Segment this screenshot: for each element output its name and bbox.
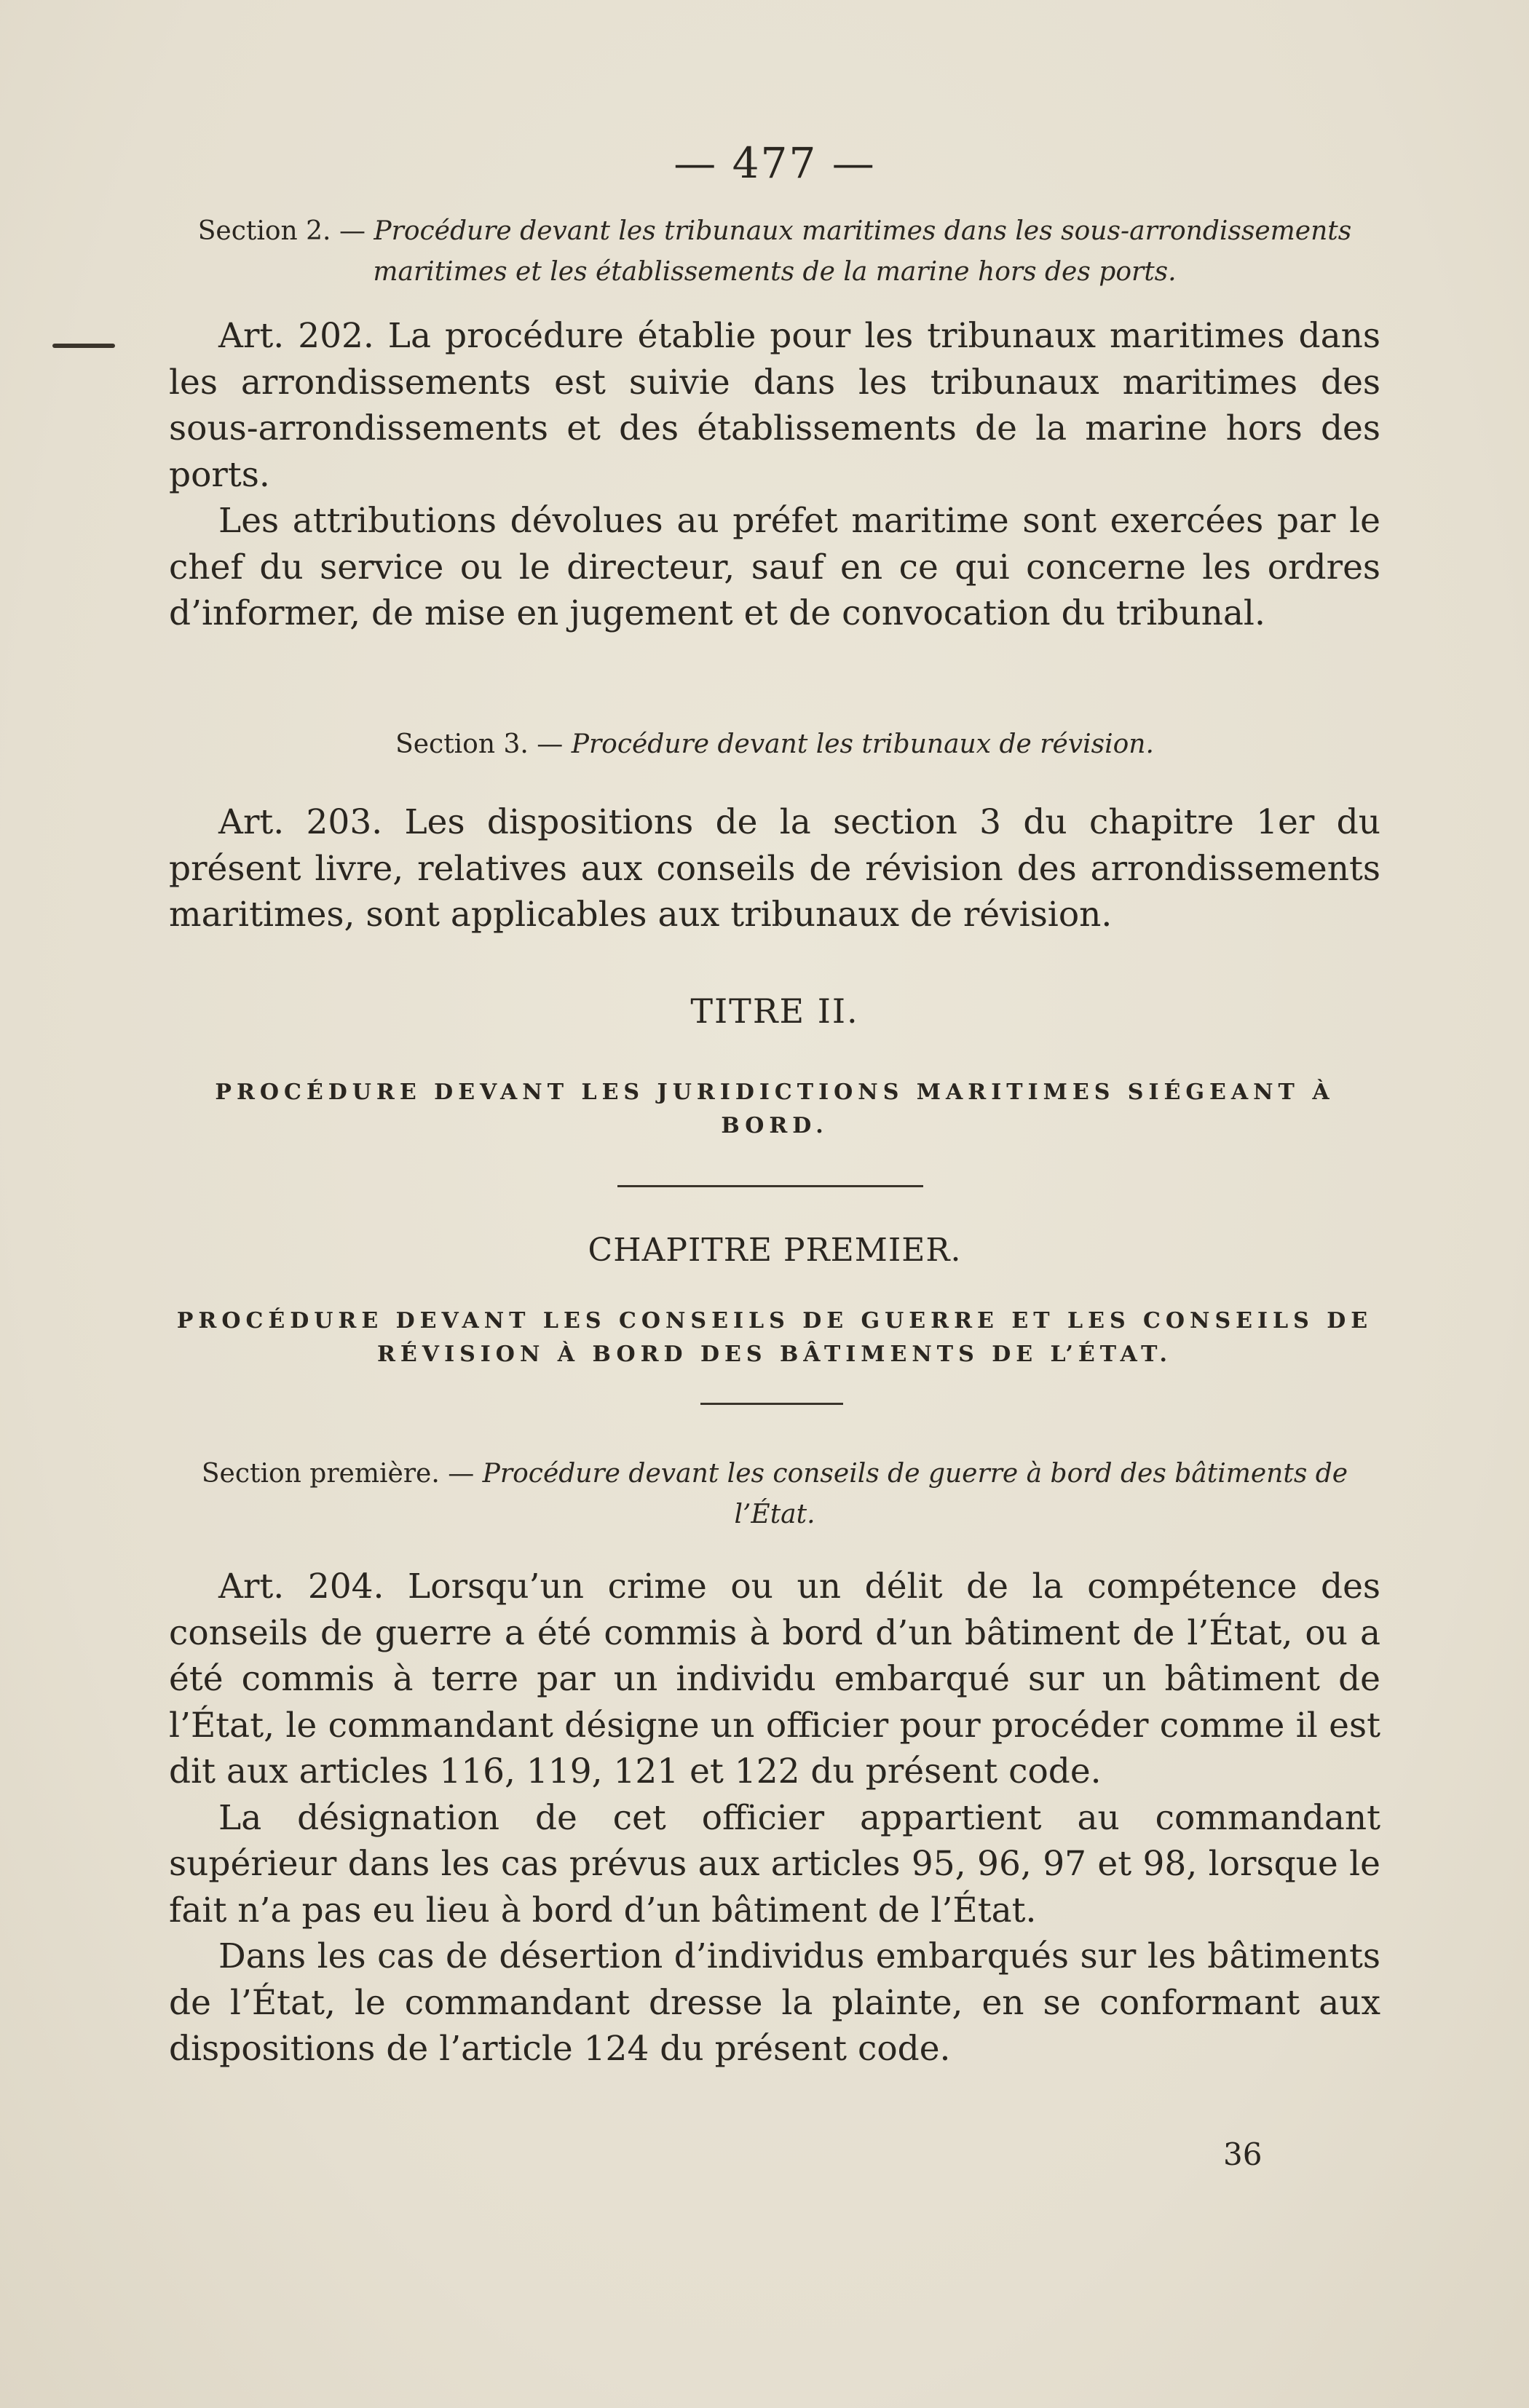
article-203 [169,799,1380,938]
article-202-para-1: Art. 202. La procédure établie pour les tribunaux maritimes dans les arrondissements est suivie dans les tribunaux maritimes des sous-arrondissements et des établissements de la marine hors des ports. [169,316,1380,495]
article-202 [169,313,1380,637]
article-204-para-1: Art. 204. Lorsqu’un crime ou un délit de la compétence des conseils de guerre a été commis à bord d’un bâtiment de l’État, ou a été commis à terre par un individu embarqué sur un bâtiment de l’État, le commandant désigne un officier pour procéder comme il est dit aux articles 116, 119, 121 et 122 du présent code. [169,1567,1380,1791]
section-1-label: Section première. [201,1459,440,1489]
chapter-subtitle: PROCÉDURE DEVANT LES CONSEILS DE GUERRE ET LES CONSEILS DE RÉVISION À BORD DES BÂTIMENTS DE L’ÉTAT. [176,1308,1373,1367]
divider-rule [617,1185,923,1187]
section-2-label: Section 2. [197,216,331,246]
chapter-heading: CHAPITRE PREMIER. [588,1232,962,1269]
section-1-heading [169,1454,1380,1535]
section-2-dash: — [331,216,374,246]
section-3-dash: — [528,729,572,759]
article-203-para-1: Art. 203. Les dispositions de la section 3 du chapitre 1er du présent livre, relatives aux conseils de révision des arrondissements maritimes, sont applicables aux tribunaux de révision. [169,802,1380,935]
section-3-title: Procédure devant les tribunaux de révision. [571,729,1154,759]
article-204-para-3: Dans les cas de désertion d’individus embarqués sur les bâtiments de l’État, le commandant dresse la plainte, en se conformant aux dispositions de l’article 124 du présent code. [169,1936,1380,2069]
section-1-dash: — [439,1459,483,1489]
divider-rule-short [700,1403,843,1405]
section-1-title: Procédure devant les conseils de guerre à bord des bâtiments de l’État. [482,1459,1348,1529]
section-2-heading [169,211,1380,293]
section-3-label: Section 3. [395,729,529,759]
folio-signature: 36 [1223,2136,1263,2172]
section-3-heading [169,724,1380,765]
section-2-title: Procédure devant les tribunaux maritimes dans les sous-arrondissements maritimes et les établissements de la marine hors des ports. [373,216,1352,287]
article-204 [169,1564,1380,2072]
margin-mark [52,344,115,348]
page-number: — 477 — [673,138,876,188]
titre-subtitle: PROCÉDURE DEVANT LES JURIDICTIONS MARITIMES SIÉGEANT À BORD. [215,1080,1335,1138]
article-202-para-2: Les attributions dévolues au préfet maritime sont exercées par le chef du service ou le directeur, sauf en ce qui concerne les ordres d’informer, de mise en jugement et de convocation du tribunal. [169,501,1380,633]
article-204-para-2: La désignation de cet officier appartient au commandant supérieur dans les cas prévus aux articles 95, 96, 97 et 98, lorsque le fait n’a pas eu lieu à bord d’un bâtiment de l’État. [169,1797,1380,1930]
titre-heading: TITRE II. [690,991,859,1031]
